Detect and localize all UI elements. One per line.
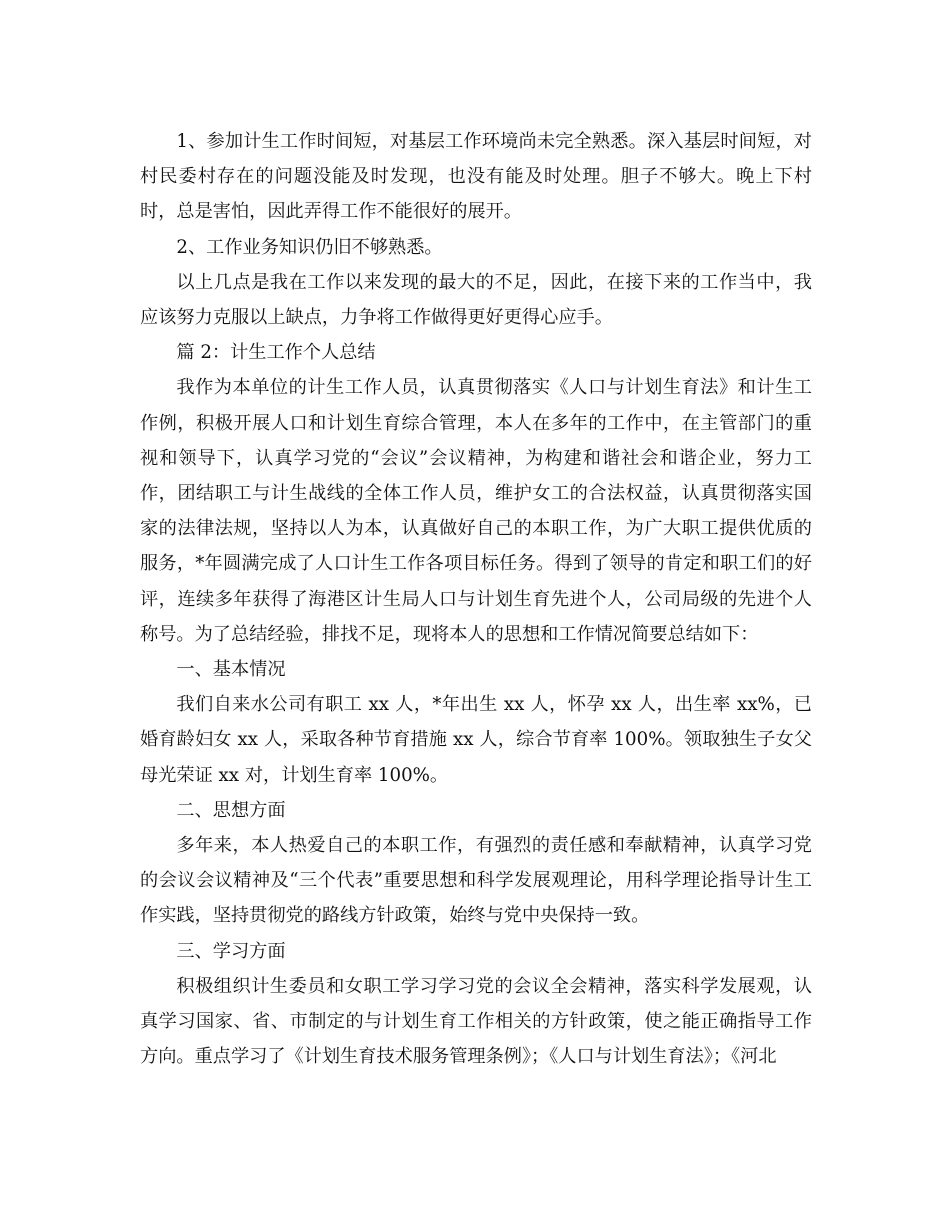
paragraph-ideology: 多年来，本人热爱自己的本职工作，有强烈的责任感和奉献精神，认真学习党的会议会议精神及“三个代表”重要思想和科学发展观理论，用科学理论指导计生工作实践，坚持贯彻党的路线方针政策，始终与党中央保持一致。 [140,835,812,927]
paragraph-conclusion: 以上几点是我在工作以来发现的最大的不足，因此，在接下来的工作当中，我应该努力克服以上缺点，力争将工作做得更好更得心应手。 [140,271,812,329]
section-heading-study: 三、学习方面 [176,940,286,962]
paragraph-basic-info: 我们自来水公司有职工 xx 人，*年出生 xx 人，怀孕 xx 人，出生率 xx%，已婚育龄妇女 xx 人，采取各种节育措施 xx 人，综合节育率 100%。领取独生子女父母光荣证 xx 对，计划生育率 100%。 [140,694,812,786]
section-heading-basic-info: 一、基本情况 [176,659,286,681]
paragraph-point-2: 2、工作业务知识仍旧不够熟悉。 [176,236,443,258]
document-body [140,124,812,1074]
paragraph-intro: 我作为本单位的计生工作人员，认真贯彻落实《人口与计划生育法》和计生工作例，积极开展人口和计划生育综合管理，本人在多年的工作中，在主管部门的重视和领导下，认真学习党的“会议”会议精神，为构建和谐社会和谐企业，努力工作，团结职工与计生战线的全体工作人员，维护女工的合法权益，认真贯彻落实国家的法律法规，坚持以人为本，认真做好自己的本职工作，为广大职工提供优质的服务，*年圆满完成了人口计生工作各项目标任务。得到了领导的肯定和职工们的好评，连续多年获得了海港区计生局人口与计划生育先进个人，公司局级的先进个人称号。为了总结经验，排找不足，现将本人的思想和工作情况简要总结如下： [140,377,812,645]
article-2-title: 篇 2：计生工作个人总结 [176,342,376,364]
paragraph-study: 积极组织计生委员和女职工学习学习党的会议全会精神，落实科学发展观，认真学习国家、省、市制定的与计划生育工作相关的方针政策，使之能正确指导工作方向。重点学习了《计划生育技术服务管理条例》；《人口与计划生育法》；《河北 [140,975,812,1068]
paragraph-point-1: 1、参加计生工作时间短，对基层工作环境尚未完全熟悉。深入基层时间短，对村民委村存在的问题没能及时发现，也没有能及时处理。胆子不够大。晚上下村时，总是害怕，因此弄得工作不能很好的展开。 [140,131,812,223]
section-heading-ideology: 二、思想方面 [176,799,286,821]
